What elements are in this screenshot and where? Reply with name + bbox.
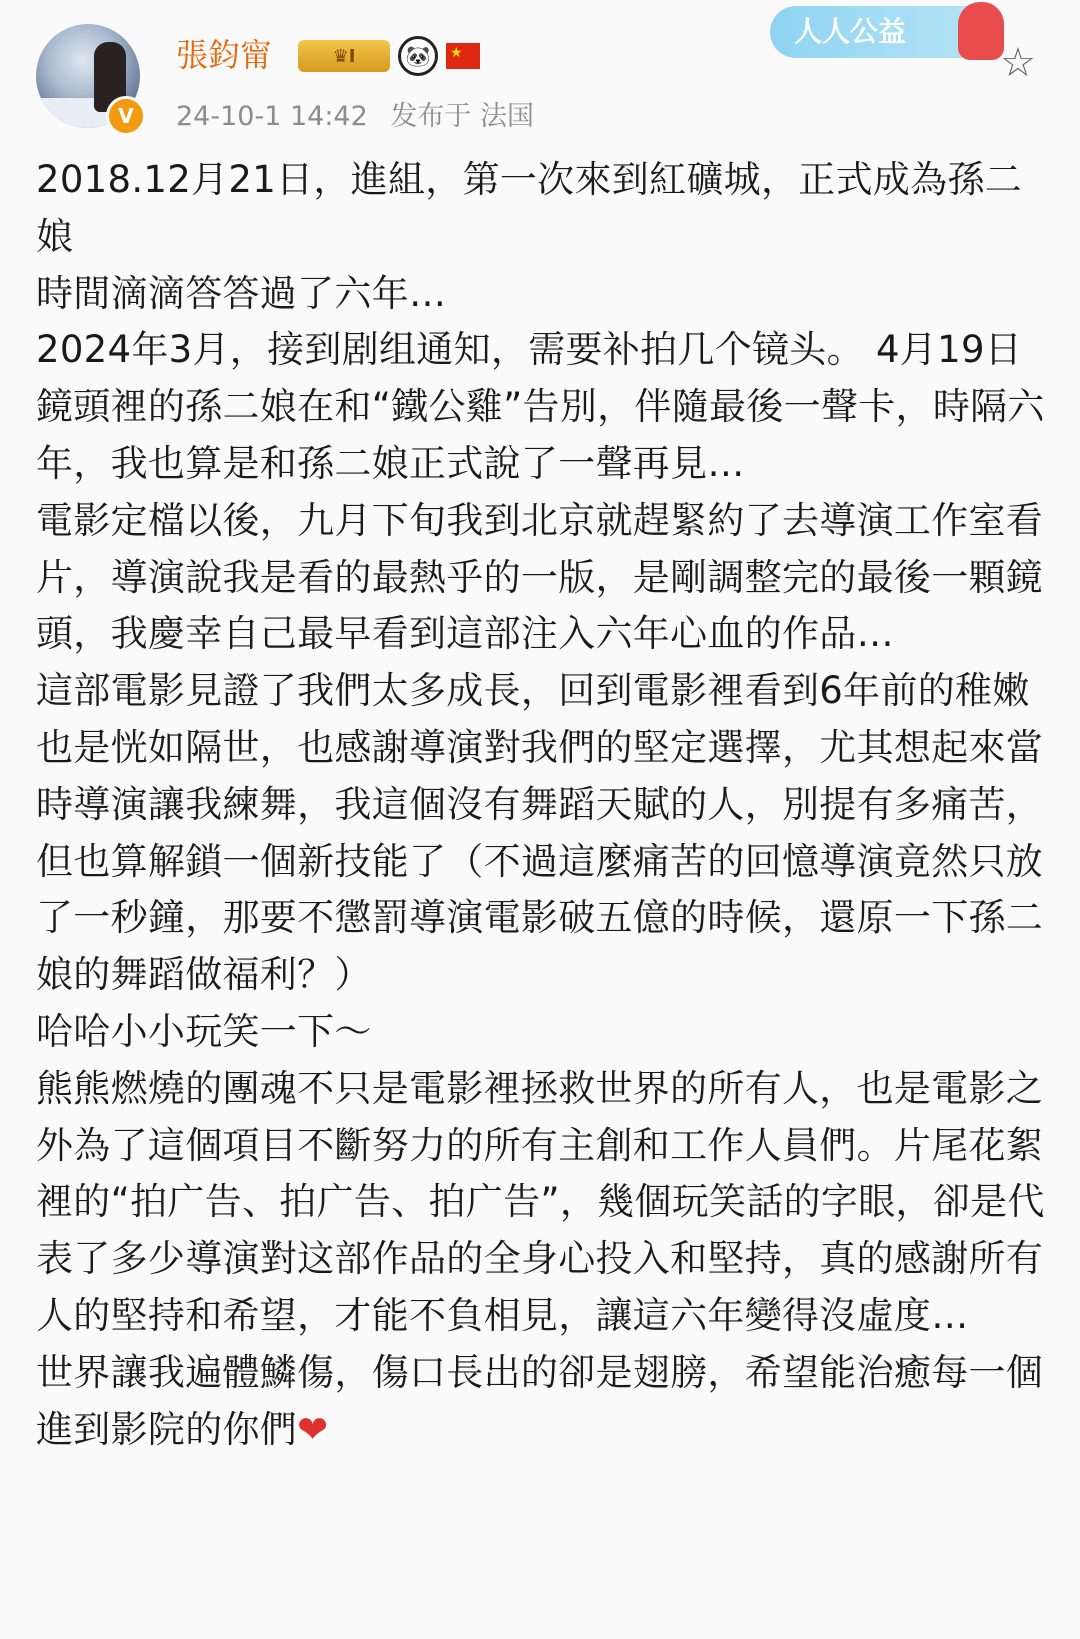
post-paragraph: 哈哈小小玩笑一下～ [36,1009,372,1053]
post-paragraph: 2024年3月，接到剧组通知，需要补拍几个镜头。 4月19日鏡頭裡的孫二娘在和“鐵公雞”告別，伴隨最後一聲卡，時隔六年，我也算是和孫二娘正式說了一聲再見… [36,328,1045,485]
post-paragraph: 熊熊燃燒的團魂不只是電影裡拯救世界的所有人，也是電影之外為了這個項目不斷努力的所有主創和工作人員們。片尾花絮裡的“拍广告、拍广告、拍广告”，幾個玩笑話的字眼，卻是代表了多少導演對这部作品的全身心投入和堅持，真的感謝所有人的堅持和希望，才能不負相見，讓這六年變得沒虛度… [36,1066,1045,1337]
member-crown-icon[interactable]: ♛ I [298,40,390,72]
post-paragraph: 2018.12月21日，進組，第一次來到紅礦城，正式成為孫二娘 [36,158,1023,258]
star-outline-icon[interactable]: ☆ [1000,40,1036,86]
post-header [0,0,1080,150]
post-body [36,152,1046,1458]
verified-badge-icon: V [106,96,146,136]
promo-label: 人人公益 [794,15,907,48]
post-paragraph: 電影定檔以後，九月下旬我到北京就趕緊約了去導演工作室看片，導演說我是看的最熱乎的一版，是剛調整完的最後一顆鏡頭，我慶幸自己最早看到這部注入六年心血的作品… [36,498,1044,656]
post-location: 发布于 法国 [390,101,534,132]
promo-banner[interactable] [770,6,1000,58]
member-level: I [348,45,356,67]
post-paragraph: 時間滴滴答答過了六年… [36,271,447,315]
user-badges [298,36,480,76]
heart-icon: ❤ [297,1407,329,1451]
post-paragraph-last [36,1345,1046,1459]
panda-icon[interactable]: 🐼 [398,36,438,76]
post-meta [176,94,534,133]
promo-mascot-icon [958,2,1004,60]
post-paragraph-text: 世界讓我遍體鱗傷，傷口長出的卻是翅膀，希望能治癒每一個進到影院的你們 [36,1350,1044,1451]
post-timestamp: 24-10-1 14:42 [176,101,368,132]
post-paragraph: 這部電影見證了我們太多成長，回到電影裡看到6年前的稚嫩也是恍如隔世，也感謝導演對我們的堅定選擇，尤其想起來當時導演讓我練舞，我這個沒有舞蹈天賦的人，別提有多痛苦，但也算解鎖一個新技能了（不過這麼痛苦的回憶導演竟然只放了一秒鐘，那要不懲罰導演電影破五億的時候，還原一下孫二娘的舞蹈做福利？） [36,669,1044,997]
china-flag-icon[interactable]: ★ [446,43,480,69]
author-name[interactable]: 張鈞甯 [176,36,273,74]
